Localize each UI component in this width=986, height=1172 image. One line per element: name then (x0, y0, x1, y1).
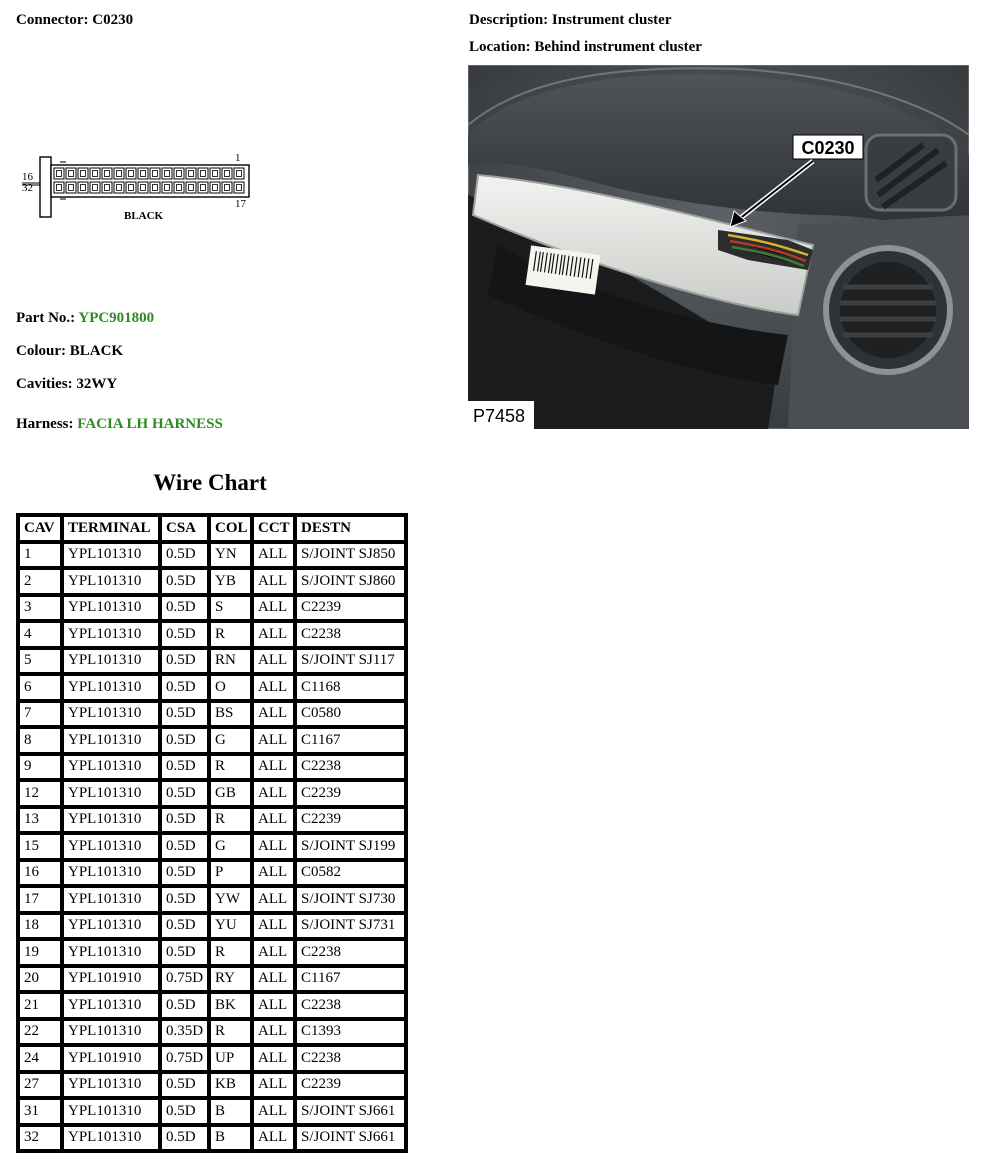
cavity-slot (198, 168, 208, 179)
col-cell: P (209, 860, 252, 887)
cav-cell: 3 (18, 595, 62, 622)
cav-cell: 5 (18, 648, 62, 675)
terminal-cell: YPL101910 (62, 966, 160, 993)
col-cell: BK (209, 992, 252, 1019)
column-header-col: COL (209, 515, 252, 542)
cavities-label: Cavities: (16, 376, 73, 392)
terminal-cell: YPL101310 (62, 701, 160, 728)
table-row (18, 595, 406, 622)
terminal-cell: YPL101310 (62, 1072, 160, 1099)
cav-cell: 31 (18, 1098, 62, 1125)
pin-label-16: 16 (22, 171, 33, 183)
wire-chart-header-row (18, 515, 406, 542)
cav-cell: 27 (18, 1072, 62, 1099)
csa-cell: 0.5D (160, 860, 209, 887)
cct-cell: ALL (252, 648, 295, 675)
cavity-slot (150, 182, 160, 193)
csa-cell: 0.5D (160, 886, 209, 913)
cct-cell: ALL (252, 860, 295, 887)
cavity-slot (102, 182, 112, 193)
table-row (18, 674, 406, 701)
cct-cell: ALL (252, 833, 295, 860)
destn-cell: S/JOINT SJ199 (295, 833, 406, 860)
terminal-cell: YPL101310 (62, 1098, 160, 1125)
destn-cell: C2239 (295, 807, 406, 834)
terminal-cell: YPL101310 (62, 807, 160, 834)
table-row (18, 886, 406, 913)
destn-cell: C0580 (295, 701, 406, 728)
connector-location-photo (468, 65, 969, 429)
destn-cell: C2239 (295, 1072, 406, 1099)
pin-label-17: 17 (235, 198, 246, 210)
terminal-cell: YPL101310 (62, 1125, 160, 1152)
cct-cell: ALL (252, 992, 295, 1019)
location-value: Behind instrument cluster (534, 39, 702, 55)
photo-callout-label: C0230 (801, 138, 855, 158)
destn-cell: S/JOINT SJ661 (295, 1125, 406, 1152)
destn-cell: S/JOINT SJ117 (295, 648, 406, 675)
table-row (18, 939, 406, 966)
table-row (18, 1098, 406, 1125)
col-cell: YU (209, 913, 252, 940)
column-header-destn: DESTN (295, 515, 406, 542)
cav-cell: 13 (18, 807, 62, 834)
table-row (18, 1072, 406, 1099)
destn-cell: S/JOINT SJ731 (295, 913, 406, 940)
csa-cell: 0.5D (160, 913, 209, 940)
part-number-link[interactable]: YPC901800 (78, 310, 155, 326)
destn-cell: C1393 (295, 1019, 406, 1046)
cct-cell: ALL (252, 1045, 295, 1072)
cav-cell: 9 (18, 754, 62, 781)
cav-cell: 19 (18, 939, 62, 966)
cavity-slot (78, 182, 88, 193)
cct-cell: ALL (252, 701, 295, 728)
csa-cell: 0.5D (160, 701, 209, 728)
table-row (18, 833, 406, 860)
cavity-slot (90, 182, 100, 193)
cavity-slot (210, 182, 220, 193)
table-row (18, 807, 406, 834)
connector-colour-text: BLACK (124, 210, 164, 222)
cct-cell: ALL (252, 780, 295, 807)
cct-cell: ALL (252, 886, 295, 913)
colour-label: Colour: (16, 343, 66, 359)
cavity-slot (54, 168, 64, 179)
description-value: Instrument cluster (551, 12, 672, 28)
table-row (18, 1045, 406, 1072)
destn-cell: S/JOINT SJ860 (295, 568, 406, 595)
description-label: Description: (469, 12, 549, 28)
wire-chart-body (18, 542, 406, 1152)
csa-cell: 0.35D (160, 1019, 209, 1046)
connector-face-diagram (20, 145, 260, 225)
col-cell: R (209, 754, 252, 781)
cavity-slot (234, 182, 244, 193)
cct-cell: ALL (252, 674, 295, 701)
connector-label: Connector: (16, 12, 89, 28)
terminal-cell: YPL101310 (62, 939, 160, 966)
cavity-slot (234, 168, 244, 179)
cavity-slot (150, 168, 160, 179)
wire-chart-table (16, 513, 408, 1153)
destn-cell: S/JOINT SJ850 (295, 542, 406, 569)
terminal-cell: YPL101310 (62, 913, 160, 940)
cavity-slot (186, 168, 196, 179)
csa-cell: 0.5D (160, 992, 209, 1019)
table-row (18, 966, 406, 993)
terminal-cell: YPL101310 (62, 595, 160, 622)
harness-label: Harness: (16, 416, 74, 432)
part-number-label: Part No.: (16, 310, 76, 326)
col-cell: BS (209, 701, 252, 728)
table-row (18, 701, 406, 728)
col-cell: YB (209, 568, 252, 595)
cav-cell: 4 (18, 621, 62, 648)
colour-line (16, 343, 123, 360)
cav-cell: 2 (18, 568, 62, 595)
cavity-slot (66, 168, 76, 179)
destn-cell: C2238 (295, 992, 406, 1019)
col-cell: GB (209, 780, 252, 807)
csa-cell: 0.5D (160, 807, 209, 834)
cav-cell: 32 (18, 1125, 62, 1152)
col-cell: R (209, 807, 252, 834)
wire-chart-title: Wire Chart (153, 470, 267, 495)
destn-cell: S/JOINT SJ661 (295, 1098, 406, 1125)
cav-cell: 18 (18, 913, 62, 940)
cct-cell: ALL (252, 568, 295, 595)
cavity-slot (210, 168, 220, 179)
csa-cell: 0.5D (160, 754, 209, 781)
cavity-slot (174, 182, 184, 193)
col-cell: S (209, 595, 252, 622)
csa-cell: 0.5D (160, 939, 209, 966)
cavity-slot (102, 168, 112, 179)
cavity-slot (162, 168, 172, 179)
pin-label-1: 1 (235, 152, 241, 164)
destn-cell: C1168 (295, 674, 406, 701)
terminal-cell: YPL101310 (62, 674, 160, 701)
cav-cell: 24 (18, 1045, 62, 1072)
col-cell: R (209, 621, 252, 648)
col-cell: RY (209, 966, 252, 993)
connector-value: C0230 (92, 12, 134, 28)
table-row (18, 1019, 406, 1046)
destn-cell: C2238 (295, 1045, 406, 1072)
cavities-value: 32WY (76, 376, 118, 392)
col-cell: UP (209, 1045, 252, 1072)
terminal-cell: YPL101310 (62, 754, 160, 781)
csa-cell: 0.5D (160, 621, 209, 648)
cavity-slot (90, 168, 100, 179)
destn-cell: S/JOINT SJ730 (295, 886, 406, 913)
col-cell: G (209, 727, 252, 754)
part-number-line (16, 310, 154, 327)
csa-cell: 0.5D (160, 833, 209, 860)
cavity-slot (78, 168, 88, 179)
cct-cell: ALL (252, 1125, 295, 1152)
col-cell: O (209, 674, 252, 701)
terminal-cell: YPL101310 (62, 727, 160, 754)
cct-cell: ALL (252, 1098, 295, 1125)
table-row (18, 754, 406, 781)
csa-cell: 0.5D (160, 780, 209, 807)
cavity-slot (138, 168, 148, 179)
terminal-cell: YPL101310 (62, 833, 160, 860)
csa-cell: 0.75D (160, 966, 209, 993)
photo-ref-label: P7458 (473, 406, 526, 426)
destn-cell: C0582 (295, 860, 406, 887)
cavity-slot (138, 182, 148, 193)
cct-cell: ALL (252, 939, 295, 966)
csa-cell: 0.5D (160, 1125, 209, 1152)
cct-cell: ALL (252, 754, 295, 781)
description-line (469, 12, 671, 29)
cct-cell: ALL (252, 807, 295, 834)
terminal-cell: YPL101310 (62, 621, 160, 648)
harness-link[interactable]: FACIA LH HARNESS (77, 416, 223, 432)
col-cell: R (209, 939, 252, 966)
terminal-cell: YPL101310 (62, 886, 160, 913)
cav-cell: 6 (18, 674, 62, 701)
destn-cell: C1167 (295, 966, 406, 993)
cavity-slot (198, 182, 208, 193)
destn-cell: C1167 (295, 727, 406, 754)
cct-cell: ALL (252, 1019, 295, 1046)
col-cell: G (209, 833, 252, 860)
cav-cell: 12 (18, 780, 62, 807)
csa-cell: 0.5D (160, 542, 209, 569)
terminal-cell: YPL101310 (62, 568, 160, 595)
table-row (18, 727, 406, 754)
cav-cell: 7 (18, 701, 62, 728)
terminal-cell: YPL101310 (62, 648, 160, 675)
cct-cell: ALL (252, 542, 295, 569)
cav-cell: 17 (18, 886, 62, 913)
csa-cell: 0.5D (160, 648, 209, 675)
cavity-slot (222, 182, 232, 193)
column-header-cct: CCT (252, 515, 295, 542)
cct-cell: ALL (252, 913, 295, 940)
csa-cell: 0.5D (160, 674, 209, 701)
csa-cell: 0.5D (160, 727, 209, 754)
cct-cell: ALL (252, 727, 295, 754)
destn-cell: C2239 (295, 595, 406, 622)
col-cell: YW (209, 886, 252, 913)
table-row (18, 780, 406, 807)
location-line (469, 39, 702, 56)
destn-cell: C2238 (295, 754, 406, 781)
col-cell: KB (209, 1072, 252, 1099)
destn-cell: C2239 (295, 780, 406, 807)
cavity-slot (162, 182, 172, 193)
cct-cell: ALL (252, 595, 295, 622)
cavity-slot (114, 182, 124, 193)
csa-cell: 0.5D (160, 568, 209, 595)
connector-line (16, 12, 133, 29)
col-cell: R (209, 1019, 252, 1046)
table-row (18, 621, 406, 648)
cavity-slot (126, 182, 136, 193)
table-row (18, 860, 406, 887)
terminal-cell: YPL101310 (62, 1019, 160, 1046)
table-row (18, 542, 406, 569)
cct-cell: ALL (252, 621, 295, 648)
column-header-terminal: TERMINAL (62, 515, 160, 542)
column-header-csa: CSA (160, 515, 209, 542)
csa-cell: 0.75D (160, 1045, 209, 1072)
table-row (18, 913, 406, 940)
csa-cell: 0.5D (160, 595, 209, 622)
cav-cell: 16 (18, 860, 62, 887)
cavity-slot (222, 168, 232, 179)
terminal-cell: YPL101310 (62, 542, 160, 569)
cavity-slot (126, 168, 136, 179)
colour-value: BLACK (69, 343, 124, 359)
cavity-slot (66, 182, 76, 193)
terminal-cell: YPL101310 (62, 860, 160, 887)
location-label: Location: (469, 39, 531, 55)
cav-cell: 15 (18, 833, 62, 860)
col-cell: YN (209, 542, 252, 569)
cct-cell: ALL (252, 966, 295, 993)
table-row (18, 568, 406, 595)
terminal-cell: YPL101310 (62, 780, 160, 807)
col-cell: RN (209, 648, 252, 675)
col-cell: B (209, 1125, 252, 1152)
cavity-slot (114, 168, 124, 179)
cavity-slot (54, 182, 64, 193)
cavity-slot (174, 168, 184, 179)
cav-cell: 8 (18, 727, 62, 754)
destn-cell: C2238 (295, 621, 406, 648)
col-cell: B (209, 1098, 252, 1125)
csa-cell: 0.5D (160, 1072, 209, 1099)
harness-line (16, 416, 223, 433)
cavities-line (16, 376, 117, 393)
column-header-cav: CAV (18, 515, 62, 542)
csa-cell: 0.5D (160, 1098, 209, 1125)
terminal-cell: YPL101910 (62, 1045, 160, 1072)
cct-cell: ALL (252, 1072, 295, 1099)
pin-label-32: 32 (22, 182, 33, 194)
cav-cell: 1 (18, 542, 62, 569)
table-row (18, 992, 406, 1019)
cav-cell: 21 (18, 992, 62, 1019)
cav-cell: 22 (18, 1019, 62, 1046)
terminal-cell: YPL101310 (62, 992, 160, 1019)
destn-cell: C2238 (295, 939, 406, 966)
cavity-slot (186, 182, 196, 193)
connector-flange (40, 157, 51, 217)
cav-cell: 20 (18, 966, 62, 993)
table-row (18, 1125, 406, 1152)
table-row (18, 648, 406, 675)
